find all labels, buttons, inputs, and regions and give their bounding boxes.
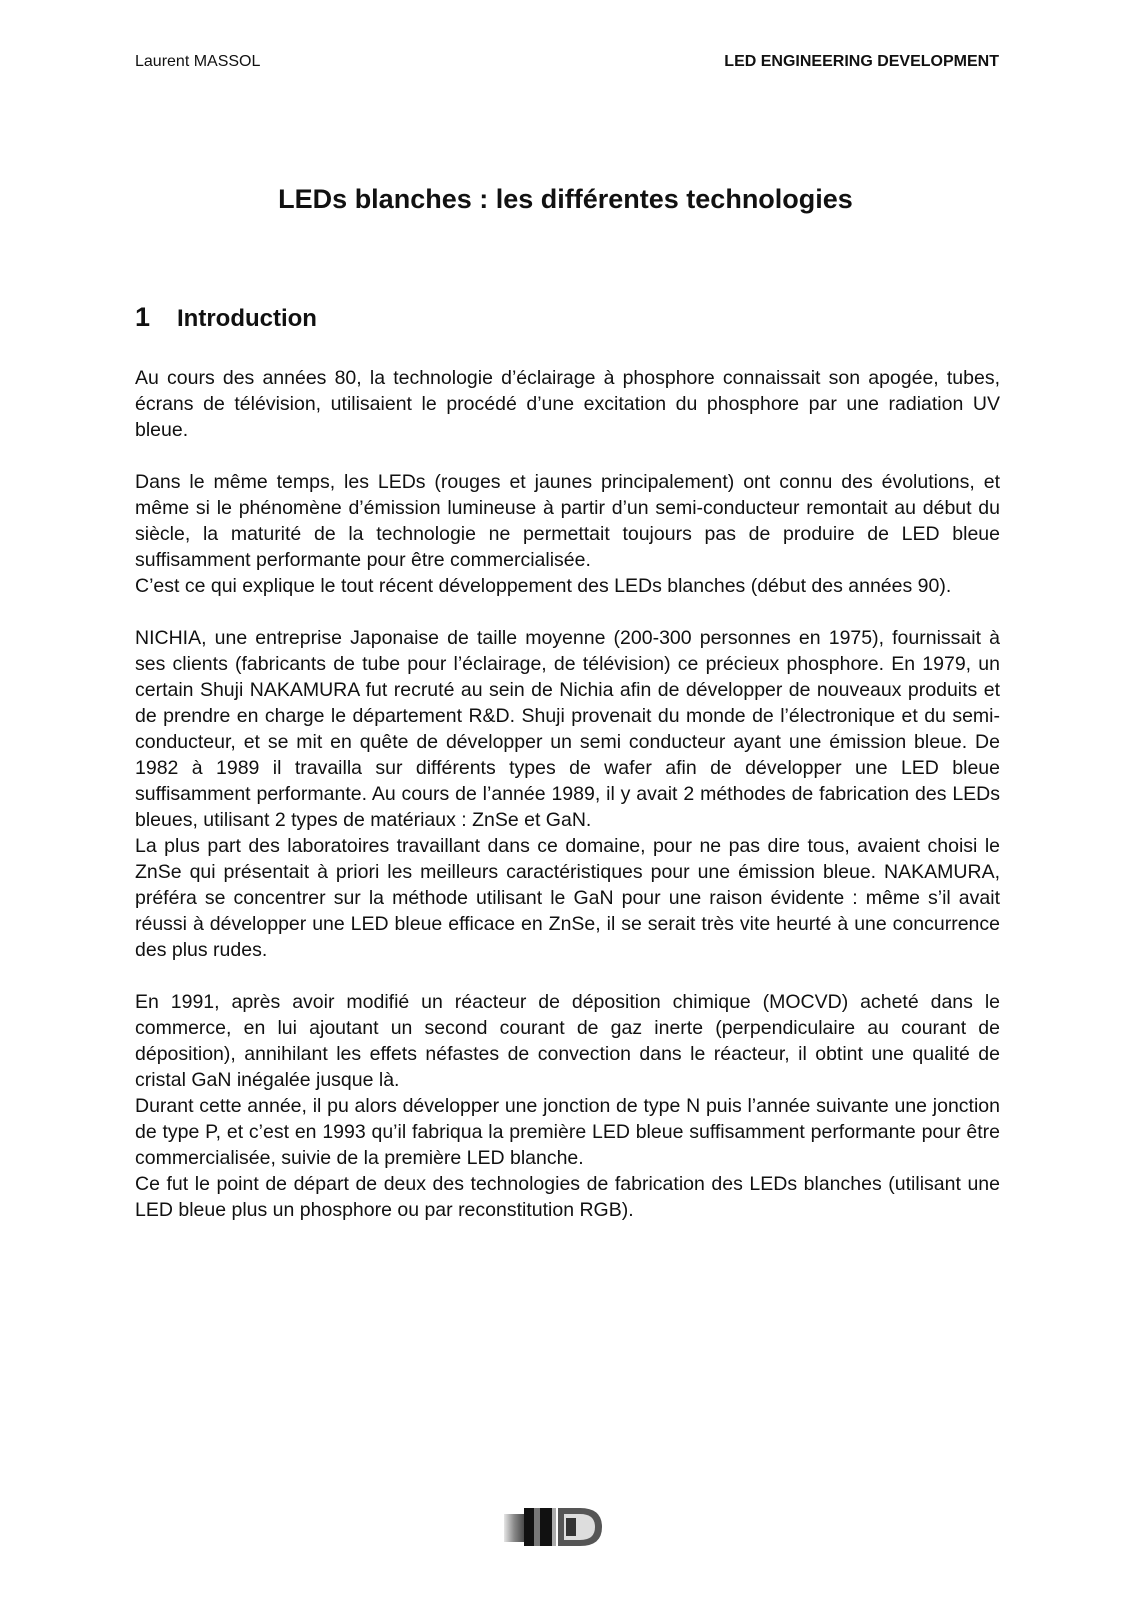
header-author: Laurent MASSOL bbox=[135, 53, 261, 70]
led-logo-icon bbox=[502, 1502, 608, 1552]
paragraph: C’est ce qui explique le tout récent développement des LEDs blanches (début des années 90). bbox=[135, 575, 952, 597]
header-company: LED ENGINEERING DEVELOPMENT bbox=[724, 53, 999, 70]
paragraph: Au cours des années 80, la technologie d’éclairage à phosphore connaissait son apogée, tubes, écrans de télévision, utilisaient le procédé d’une excitation du phosphore par une radiation UV bleue. bbox=[135, 367, 1000, 441]
section-title: Introduction bbox=[177, 305, 317, 332]
paragraph: Durant cette année, il pu alors développer une jonction de type N puis l’année suivante une jonction de type P, et c’est en 1993 qu’il fabriqua la première LED bleue suffisamment performante pour être commercialisée, suivie de la première LED blanche. bbox=[135, 1095, 1000, 1169]
paragraph: Ce fut le point de départ de deux des technologies de fabrication des LEDs blanches (utilisant une LED bleue plus un phosphore ou par reconstitution RGB). bbox=[135, 1173, 1000, 1221]
document-body bbox=[135, 365, 1000, 1223]
paragraph: NICHIA, une entreprise Japonaise de taille moyenne (200-300 personnes en 1975), fournissait à ses clients (fabricants de tube pour l’éclairage, de télévision) ce précieux phosphore. En 1979, un certain Shuji NAKAMURA fut recruté au sein de Nichia afin de développer de nouveaux produits et de prendre en charge le département R&D. Shuji provenait du monde de l’électronique et du semi-conducteur, et se mit en quête de développer un semi conducteur ayant une émission bleue. De 1982 à 1989 il travailla sur différents types de wafer afin de développer une LED bleue suffisamment performante. Au cours de l’année 1989, il y avait 2 méthodes de fabrication des LEDs bleues, utilisant 2 types de matériaux : ZnSe et GaN. bbox=[135, 627, 1000, 831]
paragraph: La plus part des laboratoires travaillant dans ce domaine, pour ne pas dire tous, avaient choisi le ZnSe qui présentait à priori les meilleurs caractéristiques pour une émission bleue. NAKAMURA, préféra se concentrer sur la méthode utilisant le GaN pour une raison évidente : même s’il avait réussi à développer une LED bleue efficace en ZnSe, il se serait très vite heurté à une concurrence des plus rudes. bbox=[135, 835, 1000, 961]
document-title: LEDs blanches : les différentes technologies bbox=[278, 184, 853, 214]
section-number: 1 bbox=[135, 302, 151, 332]
paragraph: Dans le même temps, les LEDs (rouges et jaunes principalement) ont connu des évolutions, et même si le phénomène d’émission lumineuse à partir d’un semi-conducteur remontait au début du siècle, la maturité de la technologie ne permettait toujours pas de produire de LED bleue suffisamment performante pour être commercialisée. bbox=[135, 471, 1000, 571]
paragraph: En 1991, après avoir modifié un réacteur de déposition chimique (MOCVD) acheté dans le commerce, en lui ajoutant un second courant de gaz inerte (perpendiculaire au courant de déposition), annihilant les effets néfastes de convection dans le réacteur, il obtint une qualité de cristal GaN inégalée jusque là. bbox=[135, 991, 1000, 1091]
section-heading bbox=[135, 300, 317, 339]
